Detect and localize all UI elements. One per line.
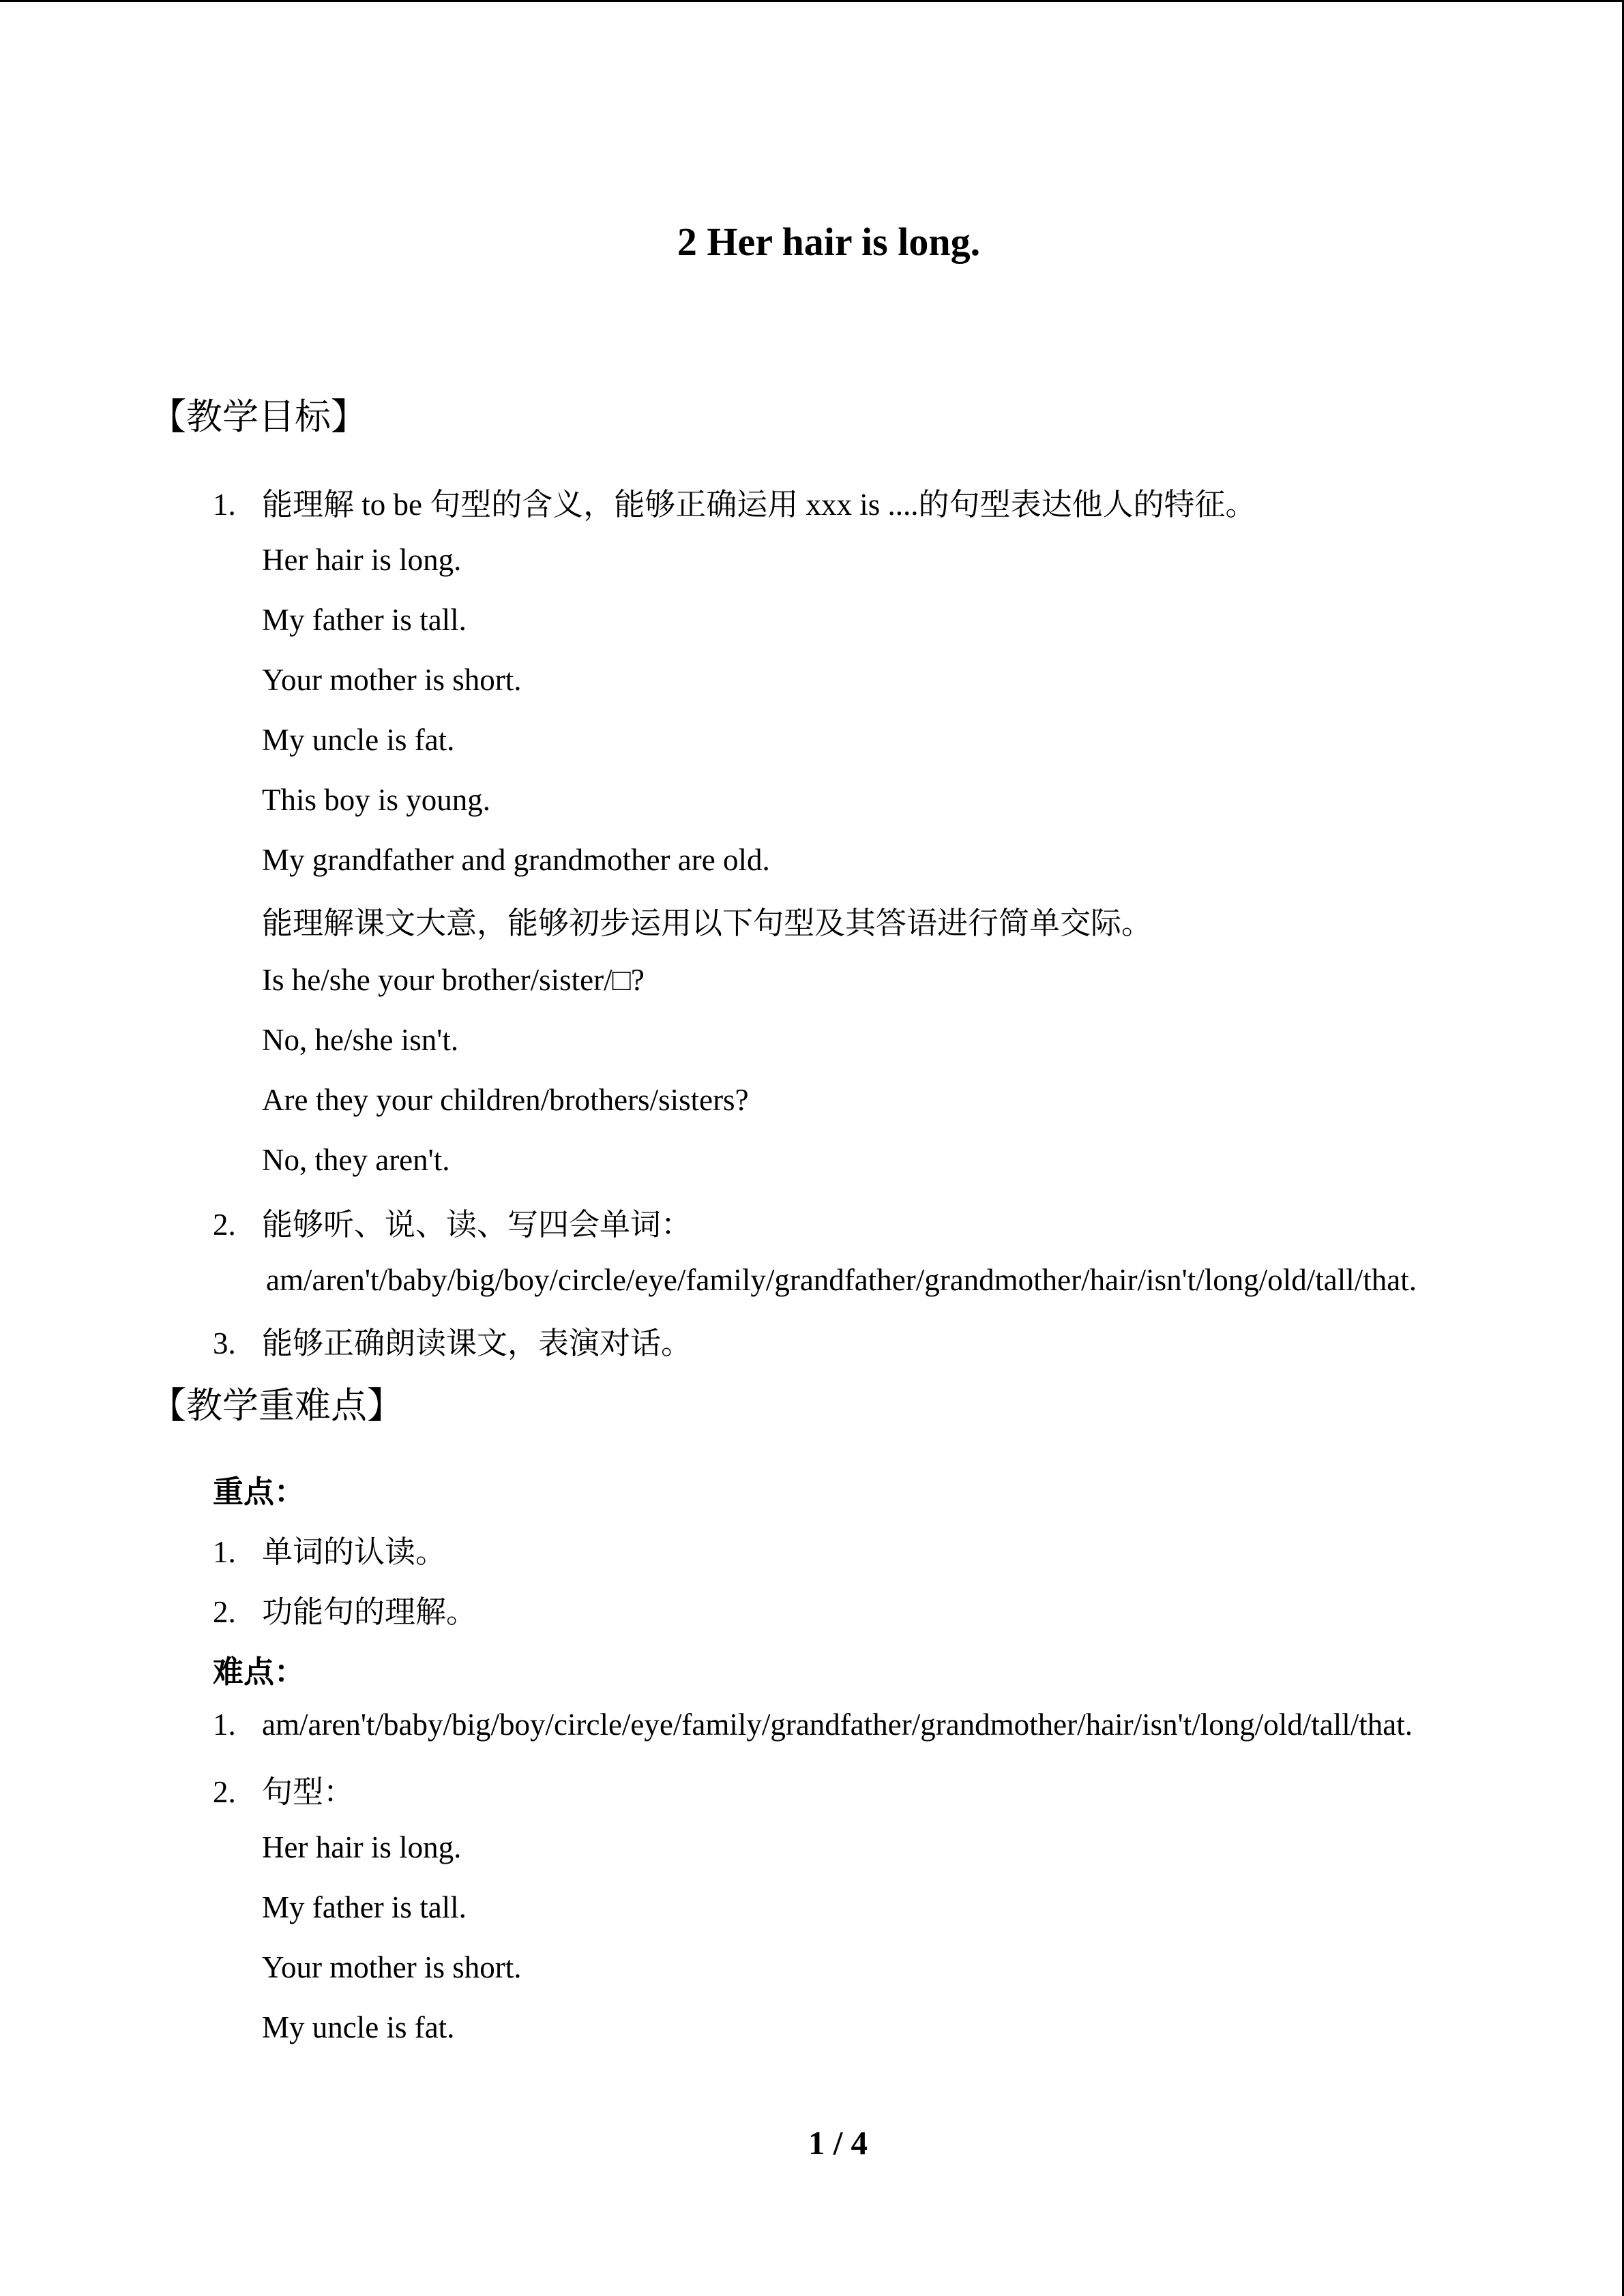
example-sentence: Your mother is short.	[262, 663, 522, 697]
key-point-item	[213, 1527, 446, 1571]
difficult-point-number: 2.	[213, 1775, 236, 1809]
pattern-sentence: Her hair is long.	[262, 1830, 462, 1864]
key-point-item	[213, 1587, 477, 1631]
heading-key-difficult-points: 【教学重难点】	[150, 1385, 403, 1427]
qa-sentence: No, he/she isn't.	[262, 1023, 459, 1057]
goal-item-3-text: 能够正确朗读课文，表演对话。	[262, 1326, 692, 1360]
qa-sentence: Is he/she your brother/sister/□?	[262, 963, 645, 997]
goal-item-1-text: 能理解 to be 句型的含义，能够正确运用 xxx is ....的句型表达他人的特征。	[262, 488, 1256, 522]
heading-teaching-goals: 【教学目标】	[150, 396, 367, 438]
qa-sentence: No, they aren't.	[262, 1143, 450, 1177]
difficult-points-label: 难点：	[213, 1655, 306, 1689]
goal-item-2	[213, 1199, 692, 1244]
goal-item-1	[213, 479, 1256, 524]
example-sentence: My father is tall.	[262, 603, 467, 637]
key-point-number: 2.	[213, 1595, 236, 1629]
key-point-text: 单词的认读。	[262, 1535, 447, 1569]
goal-item-1-number: 1.	[213, 488, 236, 522]
example-sentence: Her hair is long.	[262, 543, 462, 577]
goal-item-2-text: 能够听、说、读、写四会单词：	[262, 1208, 692, 1242]
example-sentence: This boy is young.	[262, 783, 491, 817]
key-points-label: 重点：	[213, 1475, 306, 1509]
page-number: 1 / 4	[808, 2124, 868, 2162]
key-point-text: 功能句的理解。	[262, 1595, 477, 1629]
difficult-point-number: 1.	[213, 1708, 236, 1742]
key-point-number: 1.	[213, 1535, 236, 1569]
goal-item-3	[213, 1318, 692, 1362]
document-title: 2 Her hair is long.	[677, 220, 981, 264]
difficult-point-text: 句型：	[262, 1775, 355, 1809]
goal-sub-text: 能理解课文大意，能够初步运用以下句型及其答语进行简单交际。	[262, 906, 1153, 940]
difficult-point-item	[213, 1767, 354, 1811]
pattern-sentence: My uncle is fat.	[262, 2010, 455, 2044]
goal-item-3-number: 3.	[213, 1326, 236, 1360]
pattern-sentence: Your mother is short.	[262, 1950, 522, 1984]
goal-item-2-number: 2.	[213, 1208, 236, 1242]
pattern-sentence: My father is tall.	[262, 1890, 467, 1924]
difficult-point-text: am/aren't/baby/big/boy/circle/eye/family/grandfather/grandmother/hair/isn't/long/old/tall/that.	[262, 1708, 1413, 1742]
qa-sentence: Are they your children/brothers/sisters?	[262, 1083, 749, 1117]
difficult-point-item	[213, 1707, 1413, 1742]
example-sentence: My uncle is fat.	[262, 723, 455, 757]
example-sentence: My grandfather and grandmother are old.	[262, 843, 770, 877]
goal-item-2-words: am/aren't/baby/big/boy/circle/eye/family/grandfather/grandmother/hair/isn't/long/old/tall/that.	[266, 1263, 1417, 1297]
